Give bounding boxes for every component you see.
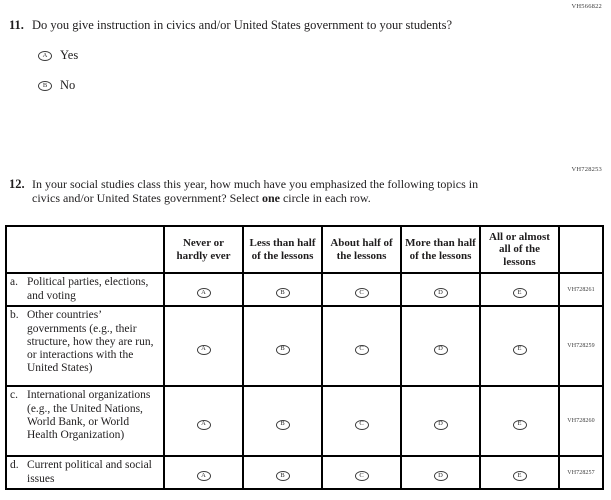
answer-bubble-e[interactable]: E xyxy=(513,288,527,298)
answer-cell xyxy=(401,456,480,488)
row-label: Current political and social issues xyxy=(27,459,152,485)
answer-cell xyxy=(322,386,401,456)
row-accession-code: VH728260 xyxy=(559,386,603,456)
q12-number: 12. xyxy=(9,177,25,191)
q11-number: 11. xyxy=(9,18,24,32)
answer-bubble-d[interactable]: D xyxy=(434,345,448,355)
q12-accession-code: VH728253 xyxy=(571,166,602,173)
q11-option-no xyxy=(38,79,452,93)
answer-cell xyxy=(164,273,243,306)
answer-bubble-e[interactable]: E xyxy=(513,420,527,430)
q11-options xyxy=(38,49,452,93)
answer-bubble-b[interactable]: B xyxy=(276,345,290,355)
answer-bubble-a[interactable]: A xyxy=(38,51,52,61)
answer-bubble-b[interactable]: B xyxy=(276,471,290,481)
q12-matrix-table xyxy=(5,225,604,489)
answer-bubble-a[interactable]: A xyxy=(197,288,211,298)
option-label: No xyxy=(60,78,76,93)
q11-text: Do you give instruction in civics and/or United States government to your students? xyxy=(32,18,453,32)
answer-cell xyxy=(322,456,401,488)
answer-cell xyxy=(243,386,322,456)
row-label-cell xyxy=(6,386,164,456)
answer-cell xyxy=(164,386,243,456)
q12-stem xyxy=(9,177,604,205)
matrix-column-header: Less than half of the lessons xyxy=(243,226,322,273)
matrix-corner-cell xyxy=(6,226,164,273)
row-label: Other countries’ governments (e.g., their structure, how they are run, or interactions with the United States) xyxy=(27,309,154,375)
q12-text xyxy=(32,177,502,205)
row-letter: b. xyxy=(10,309,19,322)
answer-bubble-d[interactable]: D xyxy=(434,471,448,481)
row-accession-code: VH728257 xyxy=(559,456,603,488)
answer-cell xyxy=(243,273,322,306)
matrix-column-header: More than half of the lessons xyxy=(401,226,480,273)
answer-bubble-a[interactable]: A xyxy=(197,345,211,355)
matrix-column-header: Never or hardly ever xyxy=(164,226,243,273)
q11-option-yes xyxy=(38,49,452,63)
answer-bubble-b[interactable]: B xyxy=(276,420,290,430)
answer-cell xyxy=(243,306,322,386)
matrix-row-c xyxy=(6,386,603,456)
answer-cell xyxy=(322,273,401,306)
q12-text-bold: one xyxy=(261,191,280,206)
matrix-row-a xyxy=(6,273,603,306)
matrix-row-b xyxy=(6,306,603,386)
q12-text-pre: In your social studies class this year, how much have you emphasized the following topics in civics and/or United States government? Select xyxy=(32,177,479,206)
question-12 xyxy=(5,177,604,490)
matrix-row-d xyxy=(6,456,603,488)
answer-bubble-c[interactable]: C xyxy=(355,420,369,430)
row-label-cell xyxy=(6,456,164,488)
row-label: International organizations (e.g., the United Nations, World Bank, or World Health Organization) xyxy=(27,389,151,441)
answer-bubble-c[interactable]: C xyxy=(355,288,369,298)
question-11 xyxy=(9,18,452,109)
row-label-cell xyxy=(6,306,164,386)
row-accession-code: VH728261 xyxy=(559,273,603,306)
q11-accession-code: VH566822 xyxy=(571,3,602,10)
answer-bubble-a[interactable]: A xyxy=(197,471,211,481)
answer-cell xyxy=(480,456,559,488)
answer-cell xyxy=(243,456,322,488)
matrix-column-header: About half of the lessons xyxy=(322,226,401,273)
answer-bubble-c[interactable]: C xyxy=(355,471,369,481)
answer-cell xyxy=(480,386,559,456)
answer-cell xyxy=(401,273,480,306)
answer-bubble-a[interactable]: A xyxy=(197,420,211,430)
answer-bubble-e[interactable]: E xyxy=(513,471,527,481)
answer-cell xyxy=(322,306,401,386)
answer-cell xyxy=(480,273,559,306)
row-label-cell xyxy=(6,273,164,306)
answer-cell xyxy=(480,306,559,386)
answer-cell xyxy=(164,456,243,488)
q12-text-post: circle in each row. xyxy=(279,191,371,206)
q11-stem xyxy=(9,18,452,33)
answer-bubble-c[interactable]: C xyxy=(355,345,369,355)
answer-cell xyxy=(401,306,480,386)
row-letter: d. xyxy=(10,459,19,472)
answer-bubble-b[interactable]: B xyxy=(38,81,52,91)
row-letter: a. xyxy=(10,276,18,289)
matrix-column-header: All or almost all of the lessons xyxy=(480,226,559,273)
answer-bubble-d[interactable]: D xyxy=(434,288,448,298)
matrix-code-column-header xyxy=(559,226,603,273)
option-label: Yes xyxy=(60,48,79,63)
answer-cell xyxy=(401,386,480,456)
matrix-header-row xyxy=(6,226,603,273)
row-accession-code: VH728259 xyxy=(559,306,603,386)
answer-bubble-d[interactable]: D xyxy=(434,420,448,430)
answer-cell xyxy=(164,306,243,386)
answer-bubble-e[interactable]: E xyxy=(513,345,527,355)
row-letter: c. xyxy=(10,389,18,402)
answer-bubble-b[interactable]: B xyxy=(276,288,290,298)
row-label: Political parties, elections, and voting xyxy=(27,276,149,302)
